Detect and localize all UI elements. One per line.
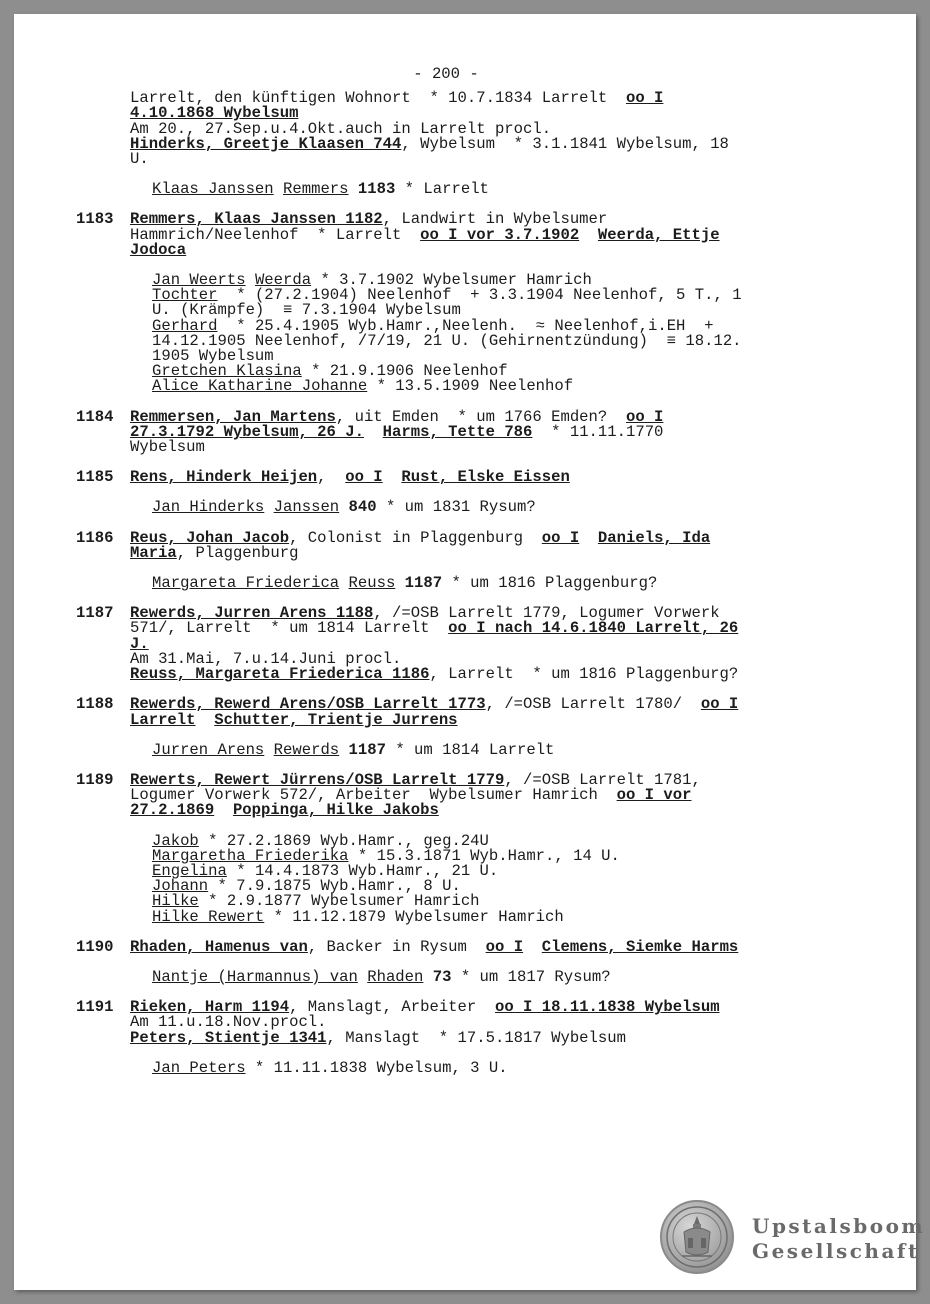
marriage-record: oo I bbox=[625, 407, 664, 426]
entry-number: 1186 bbox=[76, 528, 114, 547]
text-line: Am 31.Mai, 7.u.14.Juni procl. bbox=[130, 649, 402, 668]
marriage-record: 27.2.1869 bbox=[130, 801, 215, 820]
child-name: Alice Katharine Johanne bbox=[152, 377, 368, 396]
text: * (27.2.1904) Neelenhof + 3.3.1904 Neelenhof, 5 T., 1 bbox=[217, 286, 742, 305]
document-page bbox=[14, 14, 926, 1290]
marriage-record: 4.10.1868 Wybelsum bbox=[130, 104, 299, 123]
entry-1185 bbox=[76, 470, 856, 515]
person-name: Rens, Hinderk Heijen bbox=[130, 468, 318, 487]
entry-1184 bbox=[76, 407, 856, 457]
child-surname: Remmers bbox=[283, 180, 349, 199]
text: * 27.2.1869 Wyb.Hamr., geg.24U bbox=[198, 831, 489, 850]
text-line: 14.12.1905 Neelenhof, /7/19, 21 U. (Gehirnentzündung) ≡ 18.12. bbox=[152, 331, 742, 350]
person-name: Reus, Johan Jacob bbox=[130, 528, 290, 547]
child-record bbox=[130, 907, 856, 926]
child-reference: 840 bbox=[348, 498, 377, 517]
entry-number: 1190 bbox=[76, 937, 114, 956]
text: , Landwirt in Wybelsumer bbox=[382, 210, 608, 229]
entry-number: 1183 bbox=[76, 210, 114, 229]
child-name: Tochter bbox=[152, 286, 218, 305]
marriage-record: oo I bbox=[625, 89, 664, 108]
text: , Colonist in Plaggenburg bbox=[289, 528, 542, 547]
spouse-name: Clemens, Siemke Harms bbox=[541, 937, 739, 956]
page-number: - 200 - bbox=[413, 65, 479, 83]
child-record bbox=[130, 967, 856, 986]
society-logo bbox=[660, 1200, 926, 1276]
text-line bbox=[130, 422, 856, 441]
person-name: Rewerts, Rewert Jürrens/OSB Larrelt 1779 bbox=[130, 770, 505, 789]
text: * 25.4.1905 Wyb.Hamr.,Neelenh. ≈ Neelenhof,i.EH + bbox=[217, 316, 714, 335]
entry-1189 bbox=[76, 770, 856, 926]
text: * um 1814 Larrelt bbox=[385, 740, 555, 759]
child-name: Engelina bbox=[152, 861, 227, 880]
marriage-record: oo I vor bbox=[616, 786, 692, 805]
text: , Manslagt * 17.5.1817 Wybelsum bbox=[326, 1028, 626, 1047]
person-name: Rewerds, Rewerd Arens/OSB Larrelt 1773 bbox=[130, 695, 486, 714]
entry-1190 bbox=[76, 937, 856, 986]
person-name: Rewerds, Jurren Arens 1188 bbox=[130, 604, 374, 623]
entry-number: 1185 bbox=[76, 468, 114, 487]
child-surname: Rhaden bbox=[367, 967, 424, 986]
text: * 21.9.1906 Neelenhof bbox=[301, 362, 508, 381]
entry-number: 1184 bbox=[76, 407, 114, 426]
text-line bbox=[130, 1028, 856, 1047]
child-record bbox=[130, 379, 856, 394]
entry-1188 bbox=[76, 697, 856, 758]
text: 571/, Larrelt * um 1814 Larrelt bbox=[130, 619, 449, 638]
child-record bbox=[130, 1058, 856, 1077]
text: , Larrelt * um 1816 Plaggenburg? bbox=[429, 665, 739, 684]
marriage-record: oo I bbox=[700, 695, 739, 714]
person-name: Rhaden, Hamenus van bbox=[130, 937, 308, 956]
marriage-record: oo I vor 3.7.1902 bbox=[420, 225, 580, 244]
text-line bbox=[130, 803, 856, 818]
spouse-name: Rust, Elske Eissen bbox=[401, 468, 570, 487]
child-surname: Weerda bbox=[254, 271, 312, 290]
child-name: Gerhard bbox=[152, 316, 218, 335]
entry-1186 bbox=[76, 528, 856, 593]
child-record bbox=[130, 288, 856, 318]
text: * 11.12.1879 Wybelsumer Hamrich bbox=[264, 907, 564, 926]
text-line bbox=[130, 710, 856, 729]
child-name: Gretchen Klasina bbox=[152, 362, 302, 381]
child-given-name: Margareta Friederica bbox=[152, 574, 340, 593]
text: * um 1831 Rysum? bbox=[376, 498, 536, 517]
marriage-record: oo I nach 14.6.1840 Larrelt, 26 bbox=[448, 619, 739, 638]
child-record bbox=[130, 576, 856, 591]
text: * 11.11.1770 bbox=[532, 422, 664, 441]
entry-number: 1187 bbox=[76, 604, 114, 623]
text-line: Wybelsum bbox=[130, 438, 205, 457]
text: , Wybelsum * 3.1.1841 Wybelsum, 18 bbox=[401, 134, 729, 153]
child-record bbox=[130, 316, 856, 366]
text-line bbox=[130, 621, 856, 636]
child-name: Jakob bbox=[152, 831, 199, 850]
page-content bbox=[76, 67, 856, 1076]
spouse-name: Harms, Tette 786 bbox=[382, 422, 533, 441]
text-line: U. (Krämpfe) ≡ 7.3.1904 Wybelsum bbox=[152, 301, 461, 320]
child-name: Margaretha Friederika bbox=[152, 846, 349, 865]
spouse-name: Weerda, Ettje bbox=[597, 225, 720, 244]
child-reference: 73 bbox=[432, 967, 452, 986]
entry-number: 1188 bbox=[76, 695, 114, 714]
marriage-record: Larrelt bbox=[130, 710, 196, 729]
text: * 3.7.1902 Wybelsumer Hamrich bbox=[311, 271, 592, 290]
entry-number: 1191 bbox=[76, 998, 114, 1017]
text-line bbox=[130, 470, 856, 485]
person-name: Remmersen, Jan Martens bbox=[130, 407, 336, 426]
text: Hammrich/Neelenhof * Larrelt bbox=[130, 225, 421, 244]
child-record bbox=[130, 740, 856, 759]
text: , Backer in Rysum bbox=[307, 937, 486, 956]
text: * 13.5.1909 Neelenhof bbox=[367, 377, 574, 396]
child-given-name: Klaas Janssen bbox=[152, 180, 274, 199]
logo-line: Gesellschaft bbox=[752, 1239, 920, 1263]
text-line bbox=[130, 543, 856, 562]
spouse-name: Poppinga, Hilke Jakobs bbox=[232, 801, 439, 820]
text-line: Am 11.u.18.Nov.procl. bbox=[130, 1013, 327, 1032]
text: , /=OSB Larrelt 1781, bbox=[504, 770, 701, 789]
child-reference: 1187 bbox=[404, 574, 443, 593]
marriage-record: oo I bbox=[485, 937, 524, 956]
marriage-record: oo I bbox=[541, 528, 580, 547]
child-reference: 1183 bbox=[357, 180, 396, 199]
text: , Manslagt, Arbeiter bbox=[289, 998, 495, 1017]
text: * 7.9.1875 Wyb.Hamr., 8 U. bbox=[208, 877, 461, 896]
child-name: Hilke bbox=[152, 892, 199, 911]
text: , bbox=[317, 468, 346, 487]
spouse-name: Daniels, Ida bbox=[597, 528, 711, 547]
spouse-name: Hinderks, Greetje Klaasen 744 bbox=[130, 134, 402, 153]
spouse-name: Schutter, Trientje Jurrens bbox=[214, 710, 458, 729]
text: * 2.9.1877 Wybelsumer Hamrich bbox=[198, 892, 480, 911]
text: * 15.3.1871 Wyb.Hamr., 14 U. bbox=[348, 846, 620, 865]
person-name: Remmers, Klaas Janssen 1182 bbox=[130, 210, 383, 229]
entry-1187 bbox=[76, 606, 856, 682]
text: Logumer Vorwerk 572/, Arbeiter Wybelsumer Hamrich bbox=[130, 786, 617, 805]
child-name: Johann bbox=[152, 877, 209, 896]
entry-number: 1189 bbox=[76, 770, 114, 789]
text-line bbox=[130, 225, 856, 244]
child-given-name: Jan Weerts bbox=[152, 271, 246, 290]
entry-1183 bbox=[76, 212, 856, 394]
person-name: Rieken, Harm 1194 bbox=[130, 998, 290, 1017]
text-line bbox=[130, 667, 856, 682]
text: * 14.4.1873 Wyb.Hamr., 21 U. bbox=[226, 861, 499, 880]
spouse-name: Reuss, Margareta Friederica 1186 bbox=[130, 665, 430, 684]
text-line: 1905 Wybelsum bbox=[152, 347, 274, 366]
text: * Larrelt bbox=[395, 180, 489, 199]
logo-text bbox=[752, 1214, 925, 1264]
marriage-record: oo I 18.11.1838 Wybelsum bbox=[494, 998, 720, 1017]
logo-line: Upstalsboom bbox=[752, 1214, 926, 1238]
text-line: Am 20., 27.Sep.u.4.Okt.auch in Larrelt procl. bbox=[130, 119, 552, 138]
marriage-record: 27.3.1792 Wybelsum, 26 J. bbox=[130, 422, 364, 441]
child-surname: Janssen bbox=[273, 498, 340, 517]
spouse-name: Peters, Stientje 1341 bbox=[130, 1028, 327, 1047]
spouse-name: Jodoca bbox=[130, 240, 187, 259]
marriage-record: oo I bbox=[345, 468, 383, 487]
child-surname: Reuss bbox=[348, 574, 396, 593]
child-name: Jan Peters bbox=[152, 1058, 246, 1077]
text: * um 1817 Rysum? bbox=[451, 967, 611, 986]
child-record bbox=[130, 500, 856, 515]
text: , /=OSB Larrelt 1780/ bbox=[485, 695, 701, 714]
text: , /=OSB Larrelt 1779, Logumer Vorwerk bbox=[373, 604, 720, 623]
marriage-record: J. bbox=[130, 634, 149, 653]
text-line bbox=[130, 134, 856, 153]
text-line: U. bbox=[130, 150, 149, 169]
child-name: Hilke Rewert bbox=[152, 907, 265, 926]
child-record bbox=[130, 182, 856, 197]
child-given-name: Nantje (Harmannus) van bbox=[152, 967, 358, 986]
child-reference: 1187 bbox=[348, 740, 386, 759]
text: , uit Emden * um 1766 Emden? bbox=[335, 407, 626, 426]
child-surname: Rewerds bbox=[273, 740, 340, 759]
text: * 11.11.1838 Wybelsum, 3 U. bbox=[245, 1058, 508, 1077]
entry-1182-continued bbox=[76, 91, 856, 197]
text: * um 1816 Plaggenburg? bbox=[442, 574, 658, 593]
text-line bbox=[130, 937, 856, 956]
spouse-name: Maria bbox=[130, 543, 177, 562]
seal-icon bbox=[660, 1200, 734, 1274]
child-given-name: Jan Hinderks bbox=[152, 498, 265, 517]
text: Larrelt, den künftigen Wohnort * 10.7.1834 Larrelt bbox=[130, 89, 626, 108]
text-line bbox=[130, 240, 856, 259]
child-given-name: Jurren Arens bbox=[152, 740, 265, 759]
text: , Plaggenburg bbox=[176, 543, 299, 562]
entry-1191 bbox=[76, 1000, 856, 1076]
